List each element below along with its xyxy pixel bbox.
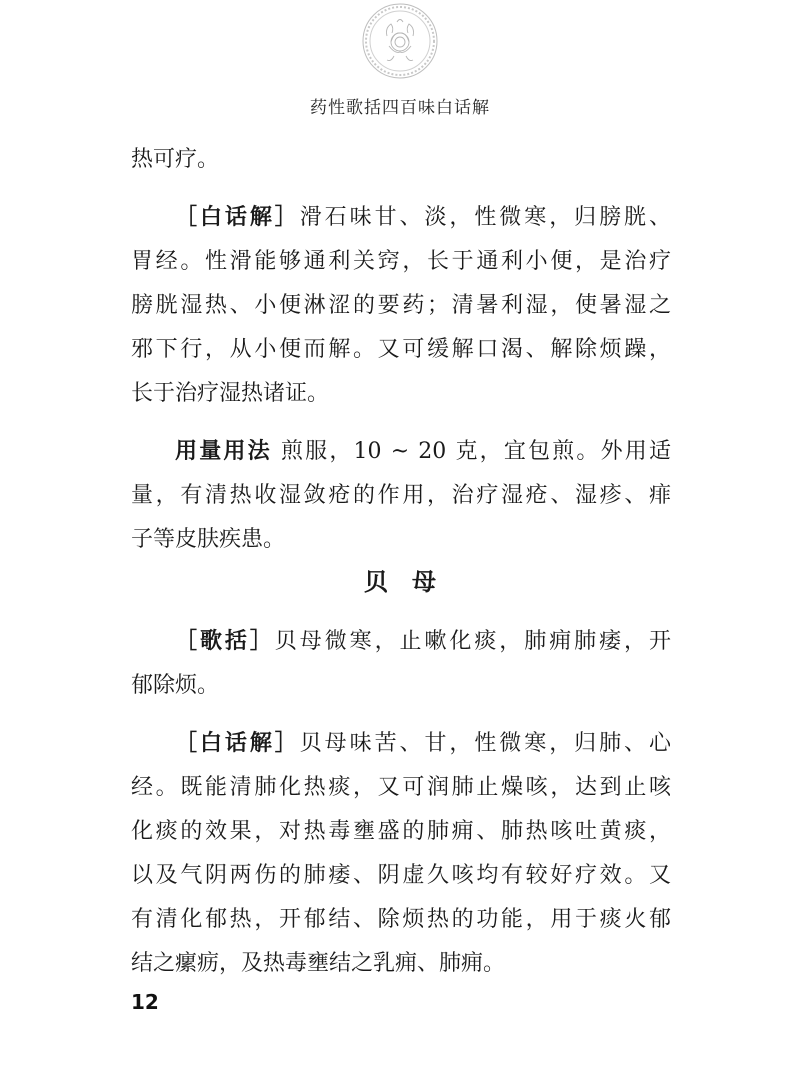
dosage-line: 子等皮肤疾患。	[131, 527, 286, 552]
beimu-entry-text	[131, 620, 671, 986]
explanation-line: 有清化郁热，开郁结、除烦热的功能，用于痰火郁	[131, 907, 671, 932]
explanation-line: 化痰的效果，对热毒壅盛的肺痈、肺热咳吐黄痰，	[131, 819, 671, 844]
explanation-line: 以及气阴两伤的肺痿、阴虚久咳均有较好疗效。又	[131, 863, 671, 888]
explanation-label: ［白话解］	[175, 731, 300, 756]
explanation-line: 膀胱湿热、小便淋涩的要药；清暑利湿，使暑湿之	[131, 293, 671, 318]
page-number: 12	[131, 990, 159, 1014]
verse-text: 贝母微寒，止嗽化痰，肺痈肺痿，开	[274, 629, 671, 654]
explanation-line: 邪下行，从小便而解。又可缓解口渴、解除烦躁，	[131, 337, 671, 362]
continuation-line: 热可疗。	[131, 147, 220, 172]
explanation-text: 贝母味苦、甘，性微寒，归肺、心	[299, 731, 671, 756]
explanation-paragraph-line	[131, 196, 671, 240]
dosage-paragraph-line	[131, 430, 671, 474]
explanation-line: 胃经。性滑能够通利关窍，长于通利小便，是治疗	[131, 249, 671, 274]
section-title: 贝母	[364, 567, 460, 596]
dosage-text: 煎服，10 ~ 20 克，宜包煎。外用适	[280, 439, 671, 464]
verse-label: ［歌括］	[175, 629, 275, 654]
running-header-title: 药性歌括四百味白话解	[310, 98, 490, 118]
previous-entry-text	[131, 138, 671, 562]
explanation-text: 滑石味甘、淡，性微寒，归膀胱、	[299, 205, 671, 230]
dosage-label: 用量用法	[175, 439, 272, 464]
explanation-line: 结之瘰疬，及热毒壅结之乳痈、肺痈。	[131, 951, 506, 976]
explanation-paragraph-line	[131, 722, 671, 766]
verse-line: 郁除烦。	[131, 673, 220, 698]
explanation-line: 长于治疗湿热诸证。	[131, 381, 330, 406]
floral-medallion-icon	[361, 2, 439, 80]
dosage-line: 量，有清热收湿敛疮的作用，治疗湿疮、湿疹、痱	[131, 483, 671, 508]
explanation-label: ［白话解］	[175, 205, 300, 230]
verse-paragraph-line	[131, 620, 671, 664]
explanation-line: 经。既能清肺化热痰，又可润肺止燥咳，达到止咳	[131, 775, 671, 800]
